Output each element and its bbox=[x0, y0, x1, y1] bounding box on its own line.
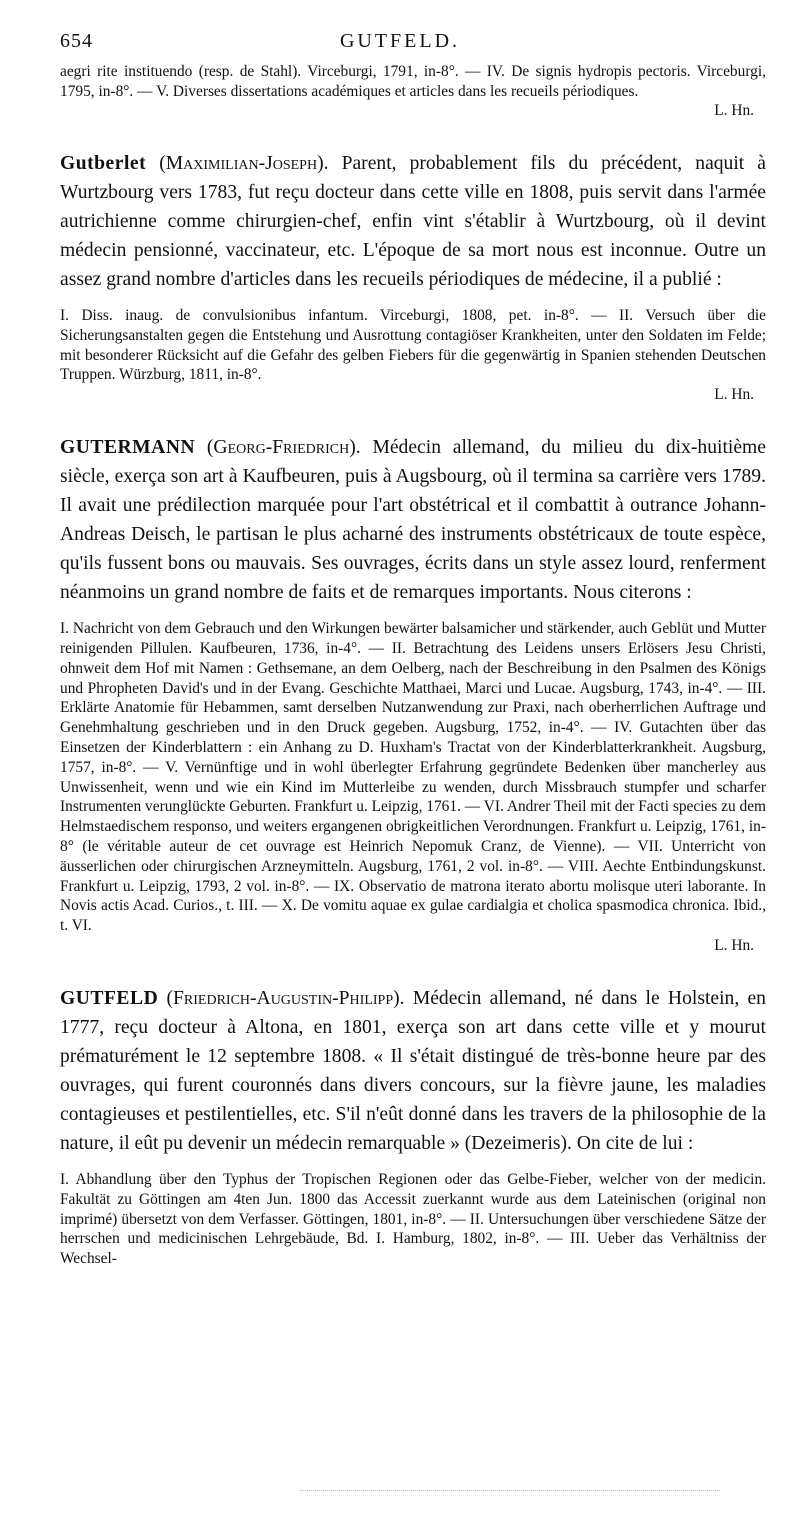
running-title: GUTFELD. bbox=[339, 30, 461, 52]
entry-gutermann bbox=[60, 433, 766, 956]
entry-headword: Gutberlet bbox=[60, 153, 147, 174]
entry-works: I. Abhandlung über den Typhus der Tropischen Regionen oder das Gelbe-Fieber, welcher von der medicin. Fakultät zu Göttingen am 4ten Jun. 1800 das Accessit zuerkannt wurde aus dem Lateinischen (original non imprimé) übersetzt von dem Verfasser. Göttingen, 1801, in-8°. — II. Untersuchungen über verschiedene Sätze der herrschen und medicinischen Lehrgebäude, Bd. I. Hamburg, 1802, in-8°. — III. Ueber das Verhältniss der Wechsel- bbox=[60, 1170, 766, 1268]
running-head bbox=[0, 30, 800, 60]
entry-given-names: (Maximilian-Joseph). bbox=[159, 153, 329, 174]
page-content bbox=[60, 62, 766, 1269]
bleed-through-marks bbox=[300, 1490, 720, 1493]
entry-works: I. Nachricht von dem Gebrauch und den Wirkungen bewärter balsamicher und stärkender, auch Geblüt und Mutter reinigenden Pillulen. Kaufbeuren, 1736, in-4°. — II. Betrachtung des Leidens unsers Erlösers Jesu Christi, ohnweit dem Hof mit Namen : Gethsemane, an dem Oelberg, nach der Beschreibung in den Psalmen des Königs und Phropheten David's und in der Evang. Geschichte Matthaei, Marci und Lucae. Augsburg, 1743, in-4°. — III. Erklärte Anatomie für Hebammen, samt derselben Nutzanwendung zur Praxi, nach oberherrlichen Auftrage und Genehmhaltung geschrieben und in den Druck gegeben. Augsburg, 1752, in-4°. — IV. Gutachten über das Einsetzen der Kinderblattern : ein Anhang zu D. Huxham's Tractat von der Kinderblatterkrankheit. Augsburg, 1757, in-8°. — V. Vernünftige und in wohl überlegter Erfahrung gegründete Bedenken über mancherley aus Unwissenheit, wenn und wie ein Kind im Mutterleibe zu wenden, durch Missbrauch stumpfer und scharfer Instrumenten verunglückte Geburten. Frankfurt u. Leipzig, 1761. — VI. Andrer Theil mit der Facti species zu dem Helmstaedischem responso, und weiters ergangenen obrigkeitlichen Verordnungen. Frankfurt u. Leipzig, 1761, in-8° (le véritable auteur de cet ouvrage est Heinrich Nepomuk Cranz, de Vienne). — VII. Unterricht von äusserlichen oder chirurgischen Arzneymitteln. Augsburg, 1761, 2 vol. in-8°. — VIII. Aechte Entbindungskunst. Frankfurt u. Leipzig, 1793, 2 vol. in-8°. — IX. Observatio de matrona iterato abortu molisque uteri laborante. In Novis actis Acad. Curios., t. III. — X. De vomitu aquae ex gulae cardialgia et cholica spasmodica chronica. Ibid., t. VI. bbox=[60, 620, 766, 935]
previous-entry-text: aegri rite instituendo (resp. de Stahl). Virceburgi, 1791, in-8°. — IV. De signis hydropis pectoris. Virceburgi, 1795, in-8°. — V. Diverses dissertations académiques et articles dans les recueils périodiques. bbox=[60, 63, 766, 100]
entry-body bbox=[60, 433, 766, 607]
entry-given-names: (Friedrich-Augustin-Philipp). bbox=[166, 987, 405, 1009]
entry-headword: GUTFELD bbox=[60, 987, 159, 1009]
entry-body bbox=[60, 984, 766, 1158]
entry-biography: Médecin allemand, du milieu du dix-huitième siècle, exerça son art à Kaufbeuren, puis à Augsbourg, où il termina sa carrière vers 1789. Il avait une prédilection marquée pour l'art obstétrical et il combattit à outrance Johann-Andreas Deisch, le partisan le plus acharné des instruments obstétricaux de toute espèce, qu'ils fussent bons ou mauvais. Ses ouvrages, écrits dans un style assez lourd, renferment néanmoins un grand nombre de faits et de remarques importants. Nous citerons : bbox=[60, 437, 766, 604]
previous-entry-continuation bbox=[60, 62, 766, 121]
entry-gutberlet bbox=[60, 149, 766, 405]
entry-headword: GUTERMANN bbox=[60, 437, 196, 459]
author-signature: L. Hn. bbox=[714, 386, 754, 404]
entry-gutfeld bbox=[60, 984, 766, 1269]
author-signature: L. Hn. bbox=[714, 936, 754, 954]
entry-works: I. Diss. inaug. de convulsionibus infantum. Virceburgi, 1808, pet. in-8°. — II. Versuch über die Sicherungsanstalten gegen die Entstehung und Ausrottung contagiöser Krankheiten, unter den Soldaten im Felde; mit besonderer Rücksicht auf die Gefahr des gelben Fiebers für die gegenwärtig in Spanien stehenden Deutschen Truppen. Würzburg, 1811, in-8°. bbox=[60, 307, 766, 384]
entry-biography: Médecin allemand, né dans le Holstein, en 1777, reçu docteur à Altona, en 1801, exerça son art dans cette ville et y mourut prématurément le 12 septembre 1808. « Il s'était distingué de très-bonne heure par des ouvrages, qui furent couronnés dans divers concours, sur la fièvre jaune, les maladies contagieuses et pestilentielles, etc. S'il n'eût donné dans les travers de la philosophie de la nature, il eût pu devenir un médecin remarquable » (Dezeimeris). On cite de lui : bbox=[60, 987, 766, 1154]
entry-biography: Parent, probablement fils du précédent, naquit à Wurtzbourg vers 1783, fut reçu docteur dans cette ville en 1808, puis servit dans l'armée autrichienne comme chirurgien-chef, enfin vint s'établir à Wurtzbourg, où il devint médecin pensionné, vaccinateur, etc. L'époque de sa mort nous est inconnue. Outre un assez grand nombre d'articles dans les recueils périodiques de médecine, il a publié : bbox=[60, 153, 767, 290]
entry-body bbox=[60, 149, 766, 294]
page-number: 654 bbox=[60, 30, 93, 52]
author-signature: L. Hn. bbox=[714, 102, 754, 119]
entry-given-names: (Georg-Friedrich). bbox=[206, 437, 361, 459]
